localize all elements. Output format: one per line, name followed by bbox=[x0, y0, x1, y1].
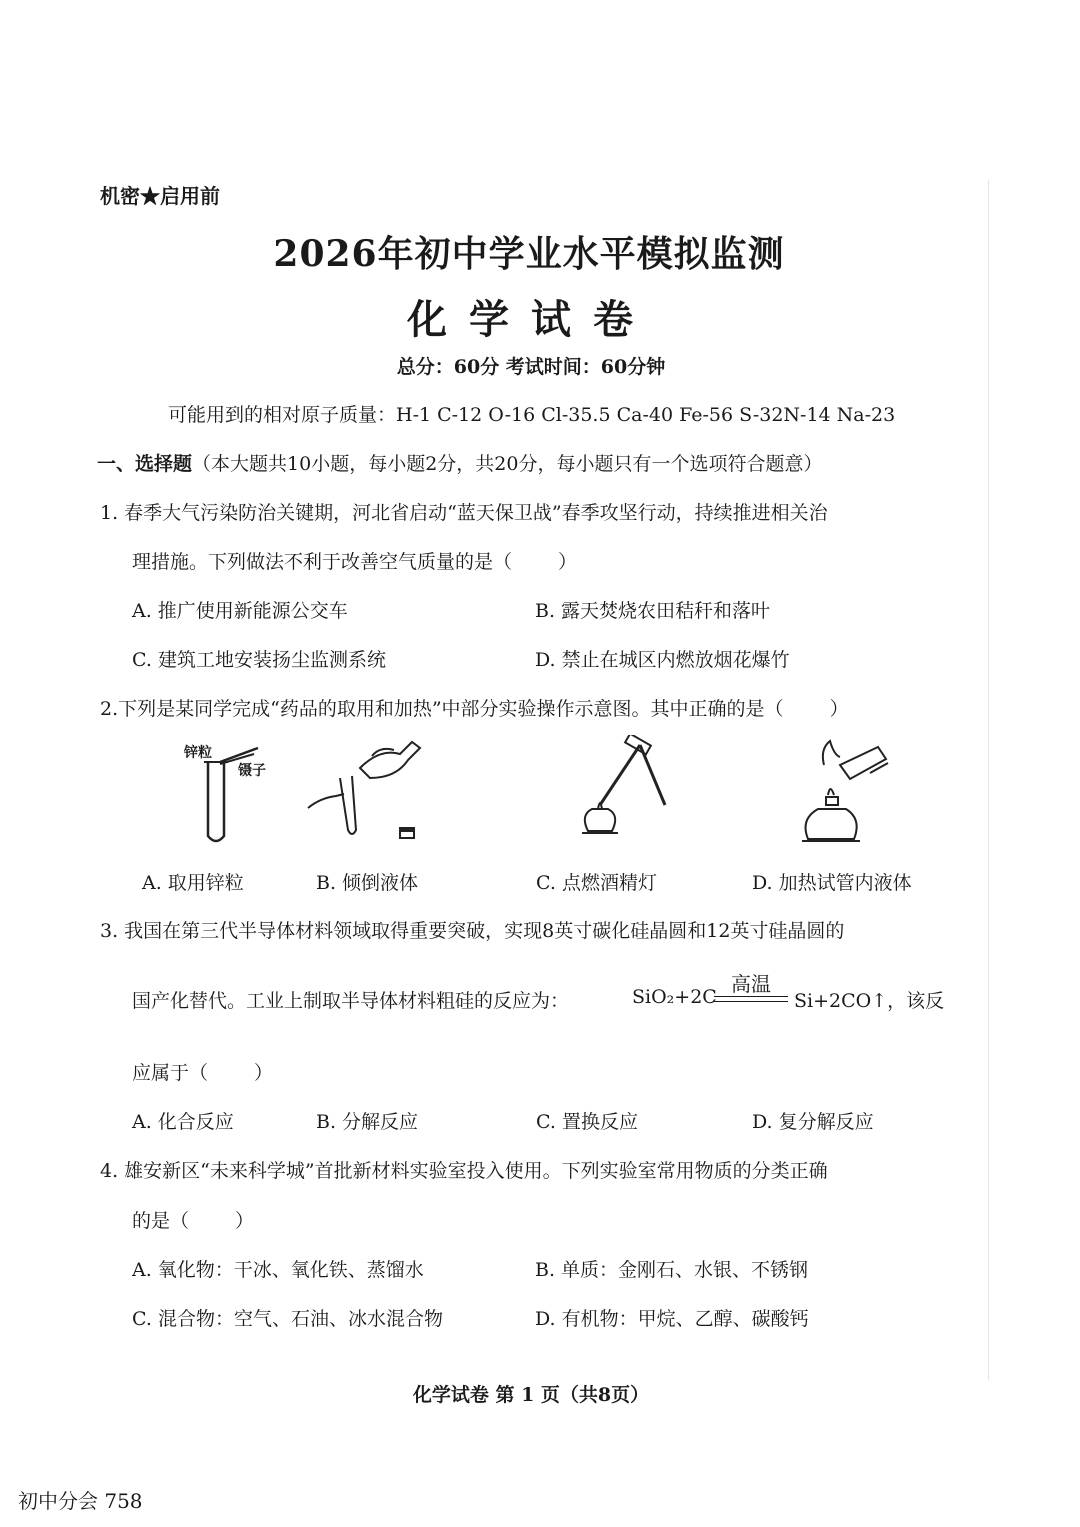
q1-stem: 理措施。下列做法不利于改善空气质量的是（ bbox=[132, 551, 513, 573]
section-instructions: （本大题共10小题，每小题2分，共20分，每小题只有一个选项符合题意） bbox=[192, 453, 823, 475]
figure-b-pouring-liquid bbox=[300, 738, 430, 848]
q1-line1: 1. 春季大气污染防治关键期，河北省启动“蓝天保卫战”春季攻坚行动，持续推进相关治 bbox=[100, 502, 828, 524]
equation-equals-sign bbox=[714, 996, 788, 1002]
q4-option-b[interactable]: B. 单质：金刚石、水银、不锈钢 bbox=[535, 1259, 809, 1281]
corner-note: 初中分会 758 bbox=[18, 1489, 143, 1513]
figure-d-heating-test-tube bbox=[800, 735, 900, 850]
q3-line3: 应属于（ ） bbox=[132, 1062, 274, 1084]
q1-option-b[interactable]: B. 露天焚烧农田秸秆和落叶 bbox=[535, 600, 771, 622]
q3-stem-end: 应属于（ bbox=[132, 1062, 209, 1084]
atomic-masses: 可能用到的相对原子质量：H-1 C-12 O-16 Cl-35.5 Ca-40 Fe-56 S-32N-14 Na-23 bbox=[168, 404, 896, 426]
q3-option-b[interactable]: B. 分解反应 bbox=[316, 1111, 419, 1133]
confidential-mark: 机密★启用前 bbox=[100, 184, 220, 208]
q3-option-d[interactable]: D. 复分解反应 bbox=[752, 1111, 874, 1133]
q4-option-a[interactable]: A. 氧化物：干冰、氧化铁、蒸馏水 bbox=[132, 1259, 424, 1281]
q2-line1: 2.下列是某同学完成“药品的取用和加热”中部分实验操作示意图。其中正确的是（ ） bbox=[100, 698, 849, 720]
score-info: 总分：60分 考试时间：60分钟 bbox=[396, 356, 666, 378]
q4-stem-end: 的是（ bbox=[132, 1210, 190, 1232]
label-tweezers: 镊子 bbox=[238, 763, 266, 779]
q1-line2: 理措施。下列做法不利于改善空气质量的是（ ） bbox=[132, 551, 578, 573]
q4-line2: 的是（ ） bbox=[132, 1210, 255, 1232]
exam-subtitle: 化学试卷 bbox=[407, 296, 655, 343]
equation-products: Si+2CO↑，该反 bbox=[794, 990, 945, 1012]
q4-line1: 4. 雄安新区“未来科学城”首批新材料实验室投入使用。下列实验室常用物质的分类正确 bbox=[100, 1160, 828, 1182]
q3-option-c[interactable]: C. 置换反应 bbox=[536, 1111, 638, 1133]
q2-option-c[interactable]: C. 点燃酒精灯 bbox=[536, 872, 657, 894]
q2-stem: 2.下列是某同学完成“药品的取用和加热”中部分实验操作示意图。其中正确的是（ bbox=[100, 698, 784, 720]
q2-option-a[interactable]: A. 取用锌粒 bbox=[142, 872, 244, 894]
q4-option-d[interactable]: D. 有机物：甲烷、乙醇、碳酸钙 bbox=[535, 1308, 809, 1330]
q2-option-d[interactable]: D. 加热试管内液体 bbox=[752, 872, 912, 894]
q1-option-d[interactable]: D. 禁止在城区内燃放烟花爆竹 bbox=[535, 649, 790, 671]
equation-condition: 高温 bbox=[731, 972, 771, 996]
q3-line1: 3. 我国在第三代半导体材料领域取得重要突破，实现8英寸碳化硅晶圆和12英寸硅晶圆的 bbox=[100, 920, 845, 942]
section-title: 一、选择题 bbox=[97, 453, 193, 475]
figure-c-lighting-alcohol-lamp bbox=[570, 735, 680, 845]
equation-reactants: SiO₂+2C bbox=[632, 986, 717, 1008]
q4-option-c[interactable]: C. 混合物：空气、石油、冰水混合物 bbox=[132, 1308, 443, 1330]
q3-line2: 国产化替代。工业上制取半导体材料粗硅的反应为： bbox=[132, 990, 570, 1012]
q1-option-c[interactable]: C. 建筑工地安装扬尘监测系统 bbox=[132, 649, 386, 671]
q1-option-a[interactable]: A. 推广使用新能源公交车 bbox=[132, 600, 348, 622]
q2-option-b[interactable]: B. 倾倒液体 bbox=[316, 872, 419, 894]
page-footer: 化学试卷 第 1 页（共8页） bbox=[412, 1384, 650, 1406]
q3-option-a[interactable]: A. 化合反应 bbox=[132, 1111, 234, 1133]
exam-title: 2026年初中学业水平模拟监测 bbox=[273, 233, 785, 275]
label-zinc: 锌粒 bbox=[184, 745, 212, 761]
section-heading bbox=[97, 449, 822, 476]
